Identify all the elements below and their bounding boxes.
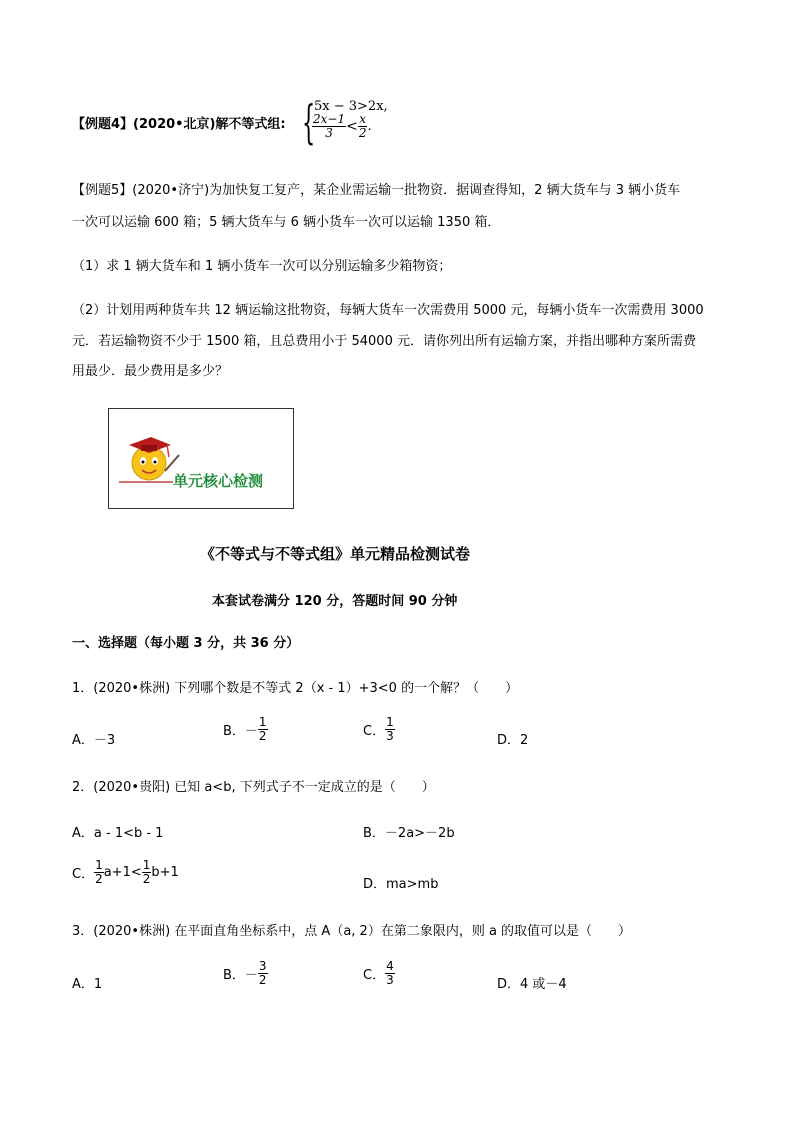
unit-check-label: 单元核心检测: [173, 472, 264, 490]
question-3-stem: 3．(2020•株洲) 在平面直角坐标系中，点 A（a, 2）在第二象限内，则 a 的取值可以是（ ）: [72, 924, 632, 939]
question-2-option-d: D．ma>mb: [363, 877, 439, 892]
brace-symbol: {: [302, 95, 316, 149]
exam-title: 《不等式与不等式组》单元精品检测试卷: [200, 545, 471, 563]
mascot-icon: [109, 409, 293, 508]
question-1-option-b: B．－ $\frac{1}{2}$: [223, 715, 267, 743]
question-3-option-c: C． $\frac{4}{3}$: [363, 959, 394, 987]
question-1-option-c: C． $\frac{1}{3}$: [363, 715, 394, 743]
question-2-option-a: A．a - 1<b - 1: [72, 826, 164, 841]
question-3-option-d: D．4 或－4: [497, 977, 567, 992]
question-1-option-d: D．2: [497, 733, 529, 748]
question-2-option-c: C． $\frac{1}{2}$ a+1< $\frac{1}{2}$ b+1: [72, 858, 179, 886]
example-5-question-2-line-1: （2）计划用两种货车共 12 辆运输这批物资，每辆大货车一次需费用 5000 元，每辆小货车一次需费用 3000: [72, 303, 704, 318]
question-1-stem: 1．(2020•株洲) 下列哪个数是不等式 2（x - 1）+3<0 的一个解？（ ）: [72, 681, 519, 696]
example-5-question-2-line-3: 用最少．最少费用是多少？: [72, 364, 229, 379]
example-4-prefix: 【例题4】(2020•北京)解不等式组:: [72, 117, 286, 132]
example-5-question-1: （1）求 1 辆大货车和 1 辆小货车一次可以分别运输多少箱物资；: [72, 259, 452, 274]
fraction-x-over-2: $\frac{x}{2}$: [358, 112, 367, 140]
unit-check-logo: [108, 408, 294, 509]
question-3-option-a: A．1: [72, 977, 103, 992]
system-line-1: 5x − 3>2x,: [314, 99, 388, 114]
example-5-line-1: 【例题5】(2020•济宁)为加快复工复产，某企业需运输一批物资．据调查得知，2 辆大货车与 3 辆小货车: [72, 183, 681, 198]
example-5-line-2: 一次可以运输 600 箱；5 辆大货车与 6 辆小货车一次可以运输 1350 箱．: [72, 215, 501, 230]
question-1-option-a: A．－3: [72, 733, 116, 748]
section-1-heading: 一、选择题（每小题 3 分，共 36 分）: [72, 636, 300, 651]
exam-subtitle: 本套试卷满分 120 分，答题时间 90 分钟: [212, 594, 458, 609]
system-line-2: $\frac{2x-1}{3}$ < $\frac{x}{2}$ .: [313, 112, 372, 140]
question-2-option-b: B．－2a>－2b: [363, 826, 455, 841]
question-2-stem: 2．(2020•贵阳) 已知 a<b, 下列式子不一定成立的是（ ）: [72, 780, 435, 795]
question-3-option-b: B．－ $\frac{3}{2}$: [223, 959, 267, 987]
fraction-2x-1-over-3: $\frac{2x-1}{3}$: [313, 112, 346, 140]
inequality-system: [302, 97, 412, 149]
example-5-question-2-line-2: 元．若运输物资不少于 1500 箱，且总费用小于 54000 元．请你列出所有运输方案，并指出哪种方案所需费: [72, 334, 696, 349]
